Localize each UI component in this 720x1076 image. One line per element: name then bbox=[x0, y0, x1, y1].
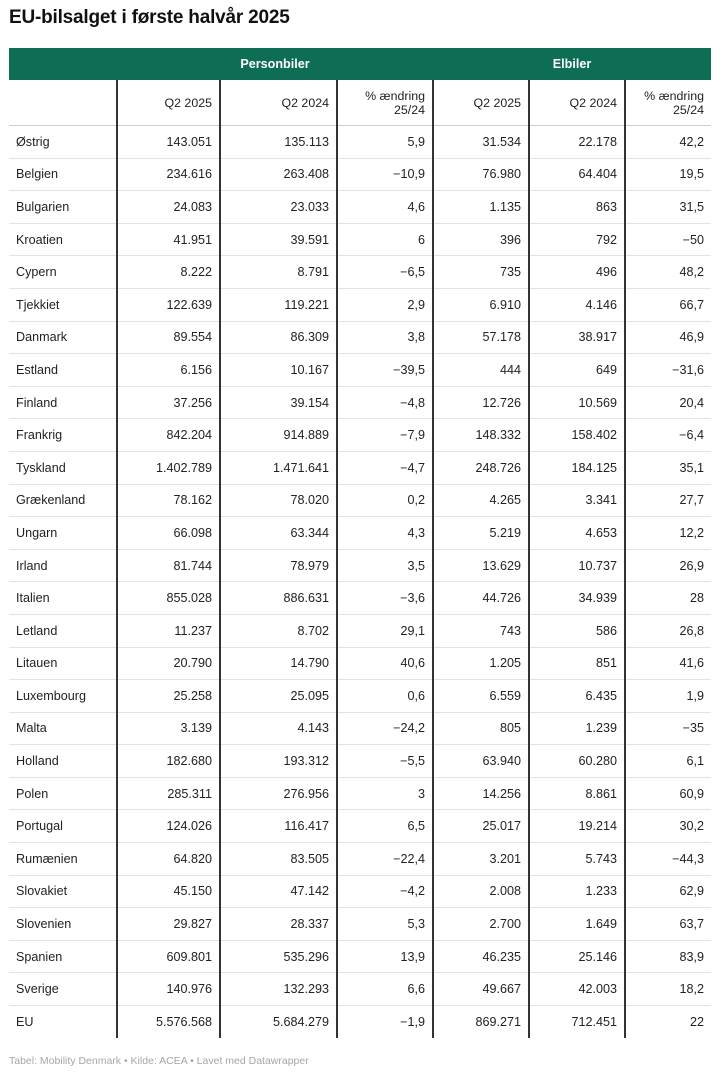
cell-personbiler-change: −7,9 bbox=[337, 419, 433, 452]
cell-country: Irland bbox=[9, 549, 117, 582]
cell-elbiler-change: 42,2 bbox=[625, 126, 711, 159]
cell-personbiler-q2-2025: 25.258 bbox=[117, 680, 220, 713]
table-row bbox=[9, 647, 711, 680]
cell-personbiler-change: 40,6 bbox=[337, 647, 433, 680]
column-header-elbiler-q2-2025: Q2 2025 bbox=[433, 80, 529, 126]
cell-country: Litauen bbox=[9, 647, 117, 680]
cell-personbiler-change: −6,5 bbox=[337, 256, 433, 289]
cell-country: Sverige bbox=[9, 973, 117, 1006]
cell-country: Grækenland bbox=[9, 484, 117, 517]
cell-personbiler-q2-2024: 135.113 bbox=[220, 126, 337, 159]
cell-elbiler-change: 66,7 bbox=[625, 288, 711, 321]
cell-personbiler-change: 3,8 bbox=[337, 321, 433, 354]
cell-elbiler-change: 28 bbox=[625, 582, 711, 615]
cell-country: Malta bbox=[9, 712, 117, 745]
cell-elbiler-q2-2025: 14.256 bbox=[433, 777, 529, 810]
cell-elbiler-change: −31,6 bbox=[625, 354, 711, 387]
cell-elbiler-q2-2024: 863 bbox=[529, 191, 625, 224]
cell-elbiler-q2-2025: 49.667 bbox=[433, 973, 529, 1006]
cell-personbiler-q2-2025: 29.827 bbox=[117, 908, 220, 941]
cell-personbiler-q2-2024: 14.790 bbox=[220, 647, 337, 680]
cell-personbiler-q2-2024: 23.033 bbox=[220, 191, 337, 224]
cell-elbiler-q2-2024: 851 bbox=[529, 647, 625, 680]
cell-elbiler-q2-2024: 64.404 bbox=[529, 158, 625, 191]
cell-personbiler-change: −3,6 bbox=[337, 582, 433, 615]
table-row bbox=[9, 908, 711, 941]
cell-personbiler-q2-2025: 6.156 bbox=[117, 354, 220, 387]
cell-personbiler-q2-2024: 1.471.641 bbox=[220, 451, 337, 484]
cell-elbiler-change: 46,9 bbox=[625, 321, 711, 354]
cell-personbiler-q2-2025: 89.554 bbox=[117, 321, 220, 354]
cell-personbiler-change: 6,6 bbox=[337, 973, 433, 1006]
cell-elbiler-q2-2024: 8.861 bbox=[529, 777, 625, 810]
cell-country: Rumænien bbox=[9, 843, 117, 876]
group-header-row bbox=[9, 48, 711, 80]
cell-personbiler-q2-2025: 3.139 bbox=[117, 712, 220, 745]
cell-elbiler-q2-2025: 13.629 bbox=[433, 549, 529, 582]
cell-country: Belgien bbox=[9, 158, 117, 191]
cell-personbiler-change: −10,9 bbox=[337, 158, 433, 191]
table-row bbox=[9, 745, 711, 778]
cell-personbiler-change: 3 bbox=[337, 777, 433, 810]
table-row bbox=[9, 158, 711, 191]
cell-elbiler-q2-2025: 148.332 bbox=[433, 419, 529, 452]
cell-elbiler-q2-2025: 805 bbox=[433, 712, 529, 745]
cell-personbiler-q2-2025: 140.976 bbox=[117, 973, 220, 1006]
cell-elbiler-q2-2025: 5.219 bbox=[433, 517, 529, 550]
cell-country: Italien bbox=[9, 582, 117, 615]
cell-elbiler-q2-2024: 792 bbox=[529, 223, 625, 256]
cell-personbiler-q2-2025: 5.576.568 bbox=[117, 1006, 220, 1038]
cell-country: Spanien bbox=[9, 940, 117, 973]
cell-personbiler-change: −22,4 bbox=[337, 843, 433, 876]
cell-elbiler-q2-2025: 57.178 bbox=[433, 321, 529, 354]
cell-country: Estland bbox=[9, 354, 117, 387]
column-header-country bbox=[9, 80, 117, 126]
table-row bbox=[9, 386, 711, 419]
cell-personbiler-q2-2025: 66.098 bbox=[117, 517, 220, 550]
table-row bbox=[9, 1006, 711, 1038]
cell-personbiler-q2-2025: 609.801 bbox=[117, 940, 220, 973]
cell-elbiler-change: 22 bbox=[625, 1006, 711, 1038]
cell-elbiler-q2-2025: 2.008 bbox=[433, 875, 529, 908]
cell-personbiler-q2-2025: 11.237 bbox=[117, 614, 220, 647]
cell-personbiler-q2-2024: 78.979 bbox=[220, 549, 337, 582]
table-row bbox=[9, 288, 711, 321]
cell-elbiler-change: 60,9 bbox=[625, 777, 711, 810]
cell-personbiler-q2-2025: 182.680 bbox=[117, 745, 220, 778]
cell-personbiler-change: 4,6 bbox=[337, 191, 433, 224]
cell-country: Slovenien bbox=[9, 908, 117, 941]
column-header-personbiler-change: % ændring 25/24 bbox=[337, 80, 433, 126]
cell-elbiler-q2-2024: 38.917 bbox=[529, 321, 625, 354]
cell-personbiler-change: 0,2 bbox=[337, 484, 433, 517]
table-row bbox=[9, 549, 711, 582]
cell-country: Ungarn bbox=[9, 517, 117, 550]
cell-elbiler-q2-2025: 396 bbox=[433, 223, 529, 256]
cell-elbiler-q2-2025: 444 bbox=[433, 354, 529, 387]
cell-elbiler-change: 26,8 bbox=[625, 614, 711, 647]
cell-personbiler-change: −5,5 bbox=[337, 745, 433, 778]
cell-country: Letland bbox=[9, 614, 117, 647]
cell-personbiler-q2-2025: 855.028 bbox=[117, 582, 220, 615]
cell-elbiler-q2-2024: 10.569 bbox=[529, 386, 625, 419]
cell-elbiler-q2-2024: 1.649 bbox=[529, 908, 625, 941]
cell-personbiler-change: −4,7 bbox=[337, 451, 433, 484]
cell-personbiler-q2-2025: 8.222 bbox=[117, 256, 220, 289]
cell-personbiler-change: 6,5 bbox=[337, 810, 433, 843]
table-row bbox=[9, 419, 711, 452]
cell-personbiler-change: 5,9 bbox=[337, 126, 433, 159]
cell-personbiler-q2-2024: 276.956 bbox=[220, 777, 337, 810]
cell-elbiler-q2-2024: 4.146 bbox=[529, 288, 625, 321]
cell-elbiler-change: 27,7 bbox=[625, 484, 711, 517]
table-row bbox=[9, 451, 711, 484]
cell-elbiler-q2-2024: 184.125 bbox=[529, 451, 625, 484]
cell-elbiler-q2-2024: 3.341 bbox=[529, 484, 625, 517]
cell-elbiler-q2-2025: 46.235 bbox=[433, 940, 529, 973]
cell-elbiler-q2-2025: 12.726 bbox=[433, 386, 529, 419]
cell-elbiler-q2-2025: 4.265 bbox=[433, 484, 529, 517]
cell-elbiler-change: −44,3 bbox=[625, 843, 711, 876]
cell-personbiler-q2-2024: 83.505 bbox=[220, 843, 337, 876]
cell-personbiler-change: −39,5 bbox=[337, 354, 433, 387]
cell-personbiler-q2-2024: 914.889 bbox=[220, 419, 337, 452]
cell-personbiler-q2-2024: 39.591 bbox=[220, 223, 337, 256]
cell-personbiler-q2-2025: 20.790 bbox=[117, 647, 220, 680]
table-row bbox=[9, 517, 711, 550]
table-row bbox=[9, 843, 711, 876]
cell-elbiler-change: 31,5 bbox=[625, 191, 711, 224]
table-row bbox=[9, 777, 711, 810]
cell-personbiler-change: −4,2 bbox=[337, 875, 433, 908]
cell-elbiler-q2-2024: 496 bbox=[529, 256, 625, 289]
cell-elbiler-q2-2024: 1.239 bbox=[529, 712, 625, 745]
cell-personbiler-q2-2024: 132.293 bbox=[220, 973, 337, 1006]
cell-personbiler-change: 29,1 bbox=[337, 614, 433, 647]
cell-personbiler-q2-2024: 4.143 bbox=[220, 712, 337, 745]
footer-credit: Tabel: Mobility Denmark • Kilde: ACEA • Lavet med Datawrapper bbox=[9, 1055, 309, 1067]
cell-elbiler-q2-2025: 3.201 bbox=[433, 843, 529, 876]
cell-personbiler-q2-2024: 25.095 bbox=[220, 680, 337, 713]
table-row bbox=[9, 191, 711, 224]
cell-elbiler-q2-2025: 76.980 bbox=[433, 158, 529, 191]
cell-elbiler-change: 83,9 bbox=[625, 940, 711, 973]
cell-personbiler-q2-2025: 1.402.789 bbox=[117, 451, 220, 484]
cell-elbiler-q2-2025: 1.205 bbox=[433, 647, 529, 680]
table-row bbox=[9, 256, 711, 289]
cell-elbiler-change: 20,4 bbox=[625, 386, 711, 419]
cell-personbiler-q2-2025: 234.616 bbox=[117, 158, 220, 191]
cell-elbiler-change: 48,2 bbox=[625, 256, 711, 289]
cell-personbiler-q2-2024: 86.309 bbox=[220, 321, 337, 354]
cell-country: Cypern bbox=[9, 256, 117, 289]
column-header-personbiler-q2-2025: Q2 2025 bbox=[117, 80, 220, 126]
cell-country: Tjekkiet bbox=[9, 288, 117, 321]
group-header-personbiler: Personbiler bbox=[117, 48, 433, 80]
page-title: EU-bilsalget i første halvår 2025 bbox=[9, 7, 290, 28]
cell-personbiler-q2-2024: 119.221 bbox=[220, 288, 337, 321]
cell-elbiler-q2-2025: 6.910 bbox=[433, 288, 529, 321]
cell-elbiler-q2-2025: 44.726 bbox=[433, 582, 529, 615]
cell-elbiler-q2-2024: 586 bbox=[529, 614, 625, 647]
cell-country: Bulgarien bbox=[9, 191, 117, 224]
cell-country: Luxembourg bbox=[9, 680, 117, 713]
cell-country: Portugal bbox=[9, 810, 117, 843]
cell-elbiler-q2-2024: 10.737 bbox=[529, 549, 625, 582]
cell-elbiler-change: −50 bbox=[625, 223, 711, 256]
cell-elbiler-q2-2024: 22.178 bbox=[529, 126, 625, 159]
cell-elbiler-q2-2025: 869.271 bbox=[433, 1006, 529, 1038]
cell-personbiler-q2-2024: 535.296 bbox=[220, 940, 337, 973]
table-row bbox=[9, 875, 711, 908]
cell-personbiler-q2-2025: 45.150 bbox=[117, 875, 220, 908]
cell-country: Finland bbox=[9, 386, 117, 419]
cell-elbiler-q2-2025: 743 bbox=[433, 614, 529, 647]
cell-country: Holland bbox=[9, 745, 117, 778]
cell-elbiler-change: −6,4 bbox=[625, 419, 711, 452]
cell-personbiler-q2-2025: 124.026 bbox=[117, 810, 220, 843]
cell-personbiler-q2-2025: 143.051 bbox=[117, 126, 220, 159]
cell-personbiler-q2-2025: 64.820 bbox=[117, 843, 220, 876]
table-row bbox=[9, 354, 711, 387]
cell-elbiler-change: −35 bbox=[625, 712, 711, 745]
cell-personbiler-q2-2025: 81.744 bbox=[117, 549, 220, 582]
table-body bbox=[9, 126, 711, 1038]
group-header-elbiler: Elbiler bbox=[433, 48, 711, 80]
table-row bbox=[9, 484, 711, 517]
cell-personbiler-q2-2024: 116.417 bbox=[220, 810, 337, 843]
cell-country: Slovakiet bbox=[9, 875, 117, 908]
sales-table bbox=[9, 48, 711, 1038]
cell-elbiler-q2-2024: 4.653 bbox=[529, 517, 625, 550]
cell-elbiler-change: 63,7 bbox=[625, 908, 711, 941]
table-row bbox=[9, 940, 711, 973]
cell-personbiler-change: 5,3 bbox=[337, 908, 433, 941]
cell-personbiler-q2-2024: 5.684.279 bbox=[220, 1006, 337, 1038]
cell-personbiler-q2-2024: 8.791 bbox=[220, 256, 337, 289]
table-row bbox=[9, 810, 711, 843]
column-header-elbiler-change: % ændring 25/24 bbox=[625, 80, 711, 126]
cell-elbiler-change: 18,2 bbox=[625, 973, 711, 1006]
cell-personbiler-change: −1,9 bbox=[337, 1006, 433, 1038]
cell-elbiler-q2-2024: 25.146 bbox=[529, 940, 625, 973]
cell-country: Danmark bbox=[9, 321, 117, 354]
cell-personbiler-q2-2025: 24.083 bbox=[117, 191, 220, 224]
cell-personbiler-q2-2024: 886.631 bbox=[220, 582, 337, 615]
cell-personbiler-q2-2025: 37.256 bbox=[117, 386, 220, 419]
cell-country: Tyskland bbox=[9, 451, 117, 484]
cell-elbiler-q2-2024: 19.214 bbox=[529, 810, 625, 843]
cell-personbiler-q2-2024: 8.702 bbox=[220, 614, 337, 647]
cell-personbiler-change: 6 bbox=[337, 223, 433, 256]
cell-personbiler-change: 2,9 bbox=[337, 288, 433, 321]
cell-elbiler-change: 1,9 bbox=[625, 680, 711, 713]
cell-elbiler-q2-2025: 63.940 bbox=[433, 745, 529, 778]
cell-elbiler-q2-2024: 60.280 bbox=[529, 745, 625, 778]
cell-elbiler-change: 30,2 bbox=[625, 810, 711, 843]
cell-personbiler-q2-2024: 78.020 bbox=[220, 484, 337, 517]
cell-personbiler-change: 13,9 bbox=[337, 940, 433, 973]
cell-elbiler-change: 41,6 bbox=[625, 647, 711, 680]
cell-personbiler-q2-2025: 78.162 bbox=[117, 484, 220, 517]
cell-elbiler-q2-2025: 31.534 bbox=[433, 126, 529, 159]
cell-country: Kroatien bbox=[9, 223, 117, 256]
cell-personbiler-change: −24,2 bbox=[337, 712, 433, 745]
cell-elbiler-q2-2024: 5.743 bbox=[529, 843, 625, 876]
cell-personbiler-q2-2025: 285.311 bbox=[117, 777, 220, 810]
table-row bbox=[9, 582, 711, 615]
cell-elbiler-q2-2025: 1.135 bbox=[433, 191, 529, 224]
column-header-elbiler-q2-2024: Q2 2024 bbox=[529, 80, 625, 126]
table-row bbox=[9, 223, 711, 256]
cell-elbiler-change: 6,1 bbox=[625, 745, 711, 778]
cell-elbiler-q2-2025: 735 bbox=[433, 256, 529, 289]
cell-elbiler-change: 12,2 bbox=[625, 517, 711, 550]
cell-elbiler-q2-2024: 1.233 bbox=[529, 875, 625, 908]
cell-personbiler-change: 4,3 bbox=[337, 517, 433, 550]
cell-personbiler-q2-2025: 41.951 bbox=[117, 223, 220, 256]
cell-personbiler-q2-2024: 39.154 bbox=[220, 386, 337, 419]
cell-personbiler-q2-2024: 193.312 bbox=[220, 745, 337, 778]
cell-elbiler-q2-2024: 158.402 bbox=[529, 419, 625, 452]
cell-elbiler-q2-2024: 42.003 bbox=[529, 973, 625, 1006]
cell-elbiler-change: 19,5 bbox=[625, 158, 711, 191]
table-row bbox=[9, 712, 711, 745]
cell-country: Frankrig bbox=[9, 419, 117, 452]
cell-personbiler-q2-2025: 122.639 bbox=[117, 288, 220, 321]
cell-elbiler-q2-2024: 649 bbox=[529, 354, 625, 387]
cell-elbiler-q2-2025: 25.017 bbox=[433, 810, 529, 843]
cell-country: Østrig bbox=[9, 126, 117, 159]
column-header-row bbox=[9, 80, 711, 126]
column-header-personbiler-q2-2024: Q2 2024 bbox=[220, 80, 337, 126]
table-row bbox=[9, 614, 711, 647]
cell-personbiler-change: −4,8 bbox=[337, 386, 433, 419]
cell-personbiler-q2-2024: 263.408 bbox=[220, 158, 337, 191]
cell-elbiler-q2-2024: 34.939 bbox=[529, 582, 625, 615]
cell-elbiler-q2-2025: 2.700 bbox=[433, 908, 529, 941]
table-row bbox=[9, 973, 711, 1006]
cell-personbiler-q2-2024: 63.344 bbox=[220, 517, 337, 550]
table-row bbox=[9, 680, 711, 713]
cell-personbiler-change: 3,5 bbox=[337, 549, 433, 582]
cell-country: Polen bbox=[9, 777, 117, 810]
cell-personbiler-q2-2024: 28.337 bbox=[220, 908, 337, 941]
cell-personbiler-q2-2025: 842.204 bbox=[117, 419, 220, 452]
cell-country: EU bbox=[16, 1014, 34, 1029]
cell-personbiler-q2-2024: 10.167 bbox=[220, 354, 337, 387]
cell-elbiler-q2-2025: 6.559 bbox=[433, 680, 529, 713]
cell-elbiler-q2-2025: 248.726 bbox=[433, 451, 529, 484]
table-row bbox=[9, 321, 711, 354]
table-row bbox=[9, 126, 711, 159]
cell-personbiler-change: 0,6 bbox=[337, 680, 433, 713]
cell-elbiler-change: 62,9 bbox=[625, 875, 711, 908]
cell-elbiler-q2-2024: 6.435 bbox=[529, 680, 625, 713]
cell-personbiler-q2-2024: 47.142 bbox=[220, 875, 337, 908]
group-header-empty bbox=[9, 48, 117, 80]
cell-elbiler-change: 26,9 bbox=[625, 549, 711, 582]
cell-elbiler-change: 35,1 bbox=[625, 451, 711, 484]
cell-elbiler-q2-2024: 712.451 bbox=[529, 1006, 625, 1038]
